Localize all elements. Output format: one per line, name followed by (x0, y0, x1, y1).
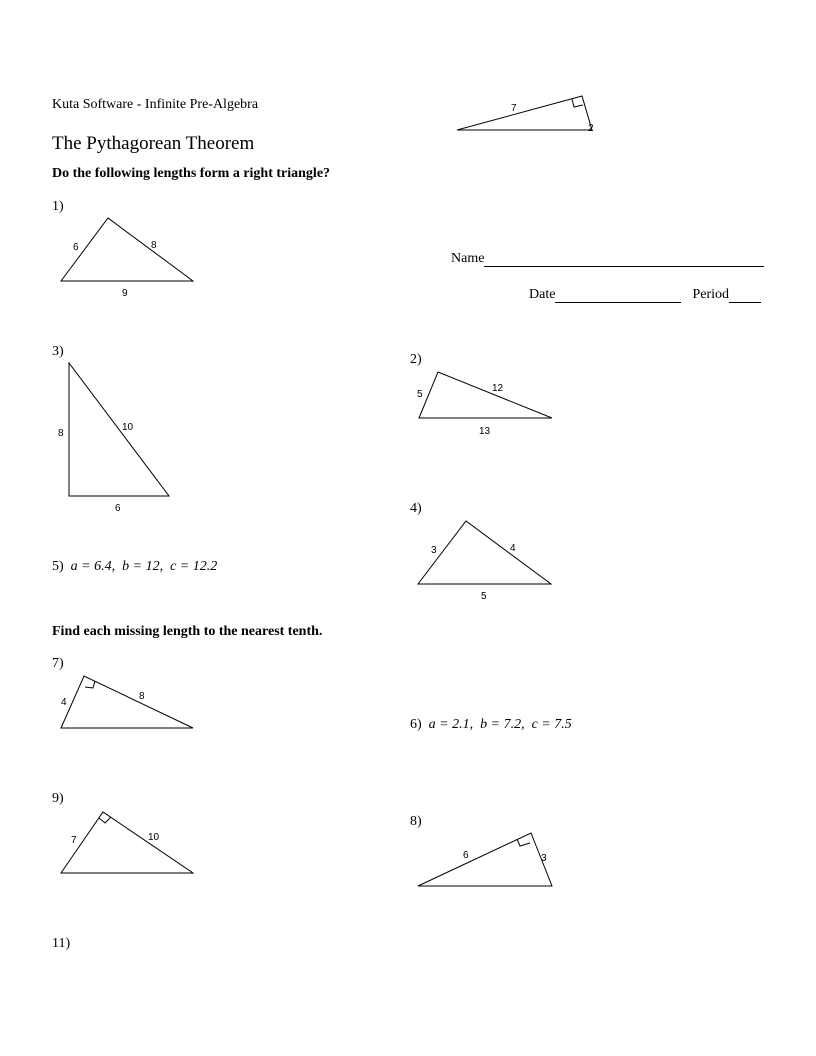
problem-3-triangle (58, 363, 169, 514)
section-instructions-2: Find each missing length to the nearest tenth. (52, 624, 323, 639)
problem-7-number: 7) (52, 656, 64, 671)
page-title: The Pythagorean Theorem (52, 133, 255, 154)
problem-4-number: 4) (410, 501, 422, 516)
problem-1-number: 1) (52, 199, 64, 214)
problem-6-number: 6) (410, 717, 422, 732)
problem-3-side-c: 6 (115, 503, 121, 514)
problem-9-side-b: 10 (148, 832, 160, 843)
problem-9-number: 9) (52, 791, 64, 806)
problem-9-side-a: 7 (71, 835, 77, 846)
problem-1-triangle (61, 218, 193, 299)
problem-6-a: a = 2.1, (428, 717, 474, 732)
problem-11-number: 11) (52, 936, 71, 951)
problem-1-side-b: 8 (151, 240, 157, 251)
period-label: Period (692, 287, 729, 302)
problem-1-side-c: 9 (122, 288, 128, 299)
logo-side-a: 7 (511, 103, 517, 114)
problem-4-side-c: 5 (481, 591, 487, 602)
name-label: Name (451, 251, 485, 266)
problem-6-b: b = 7.2, (480, 717, 525, 732)
problem-3-side-b: 10 (122, 422, 134, 433)
problem-8-triangle (418, 833, 552, 886)
problem-7-triangle (61, 676, 193, 728)
problem-9-triangle (61, 812, 193, 873)
problem-5-c: c = 12.2 (170, 559, 218, 574)
problem-6-c: c = 7.5 (531, 717, 572, 732)
problem-2-side-a: 5 (417, 389, 423, 400)
problem-4-side-b: 4 (510, 543, 516, 554)
section-instructions: Do the following lengths form a right triangle? (52, 166, 331, 181)
problem-2-side-b: 12 (492, 383, 504, 394)
problem-2-side-c: 13 (479, 426, 491, 437)
problem-5-a: a = 6.4, (70, 559, 116, 574)
problem-7-side-a: 4 (61, 697, 67, 708)
problem-2-triangle (417, 372, 552, 437)
problem-7-side-b: 8 (139, 691, 145, 702)
problem-8-number: 8) (410, 814, 422, 829)
problem-5-b: b = 12, (122, 559, 164, 574)
logo-side-b: 2 (588, 123, 594, 134)
problem-3-side-a: 8 (58, 428, 64, 439)
problem-8-side-b: 3 (541, 853, 547, 864)
problem-4-triangle (418, 521, 551, 602)
problem-3-number: 3) (52, 344, 64, 359)
problem-5-number: 5) (52, 559, 64, 574)
source-label: Kuta Software - Infinite Pre-Algebra (52, 97, 259, 112)
date-label: Date (529, 287, 556, 302)
problem-4-side-a: 3 (431, 545, 437, 556)
problem-1-side-a: 6 (73, 242, 79, 253)
problem-2-number: 2) (410, 352, 422, 367)
problem-8-side-a: 6 (463, 850, 469, 861)
